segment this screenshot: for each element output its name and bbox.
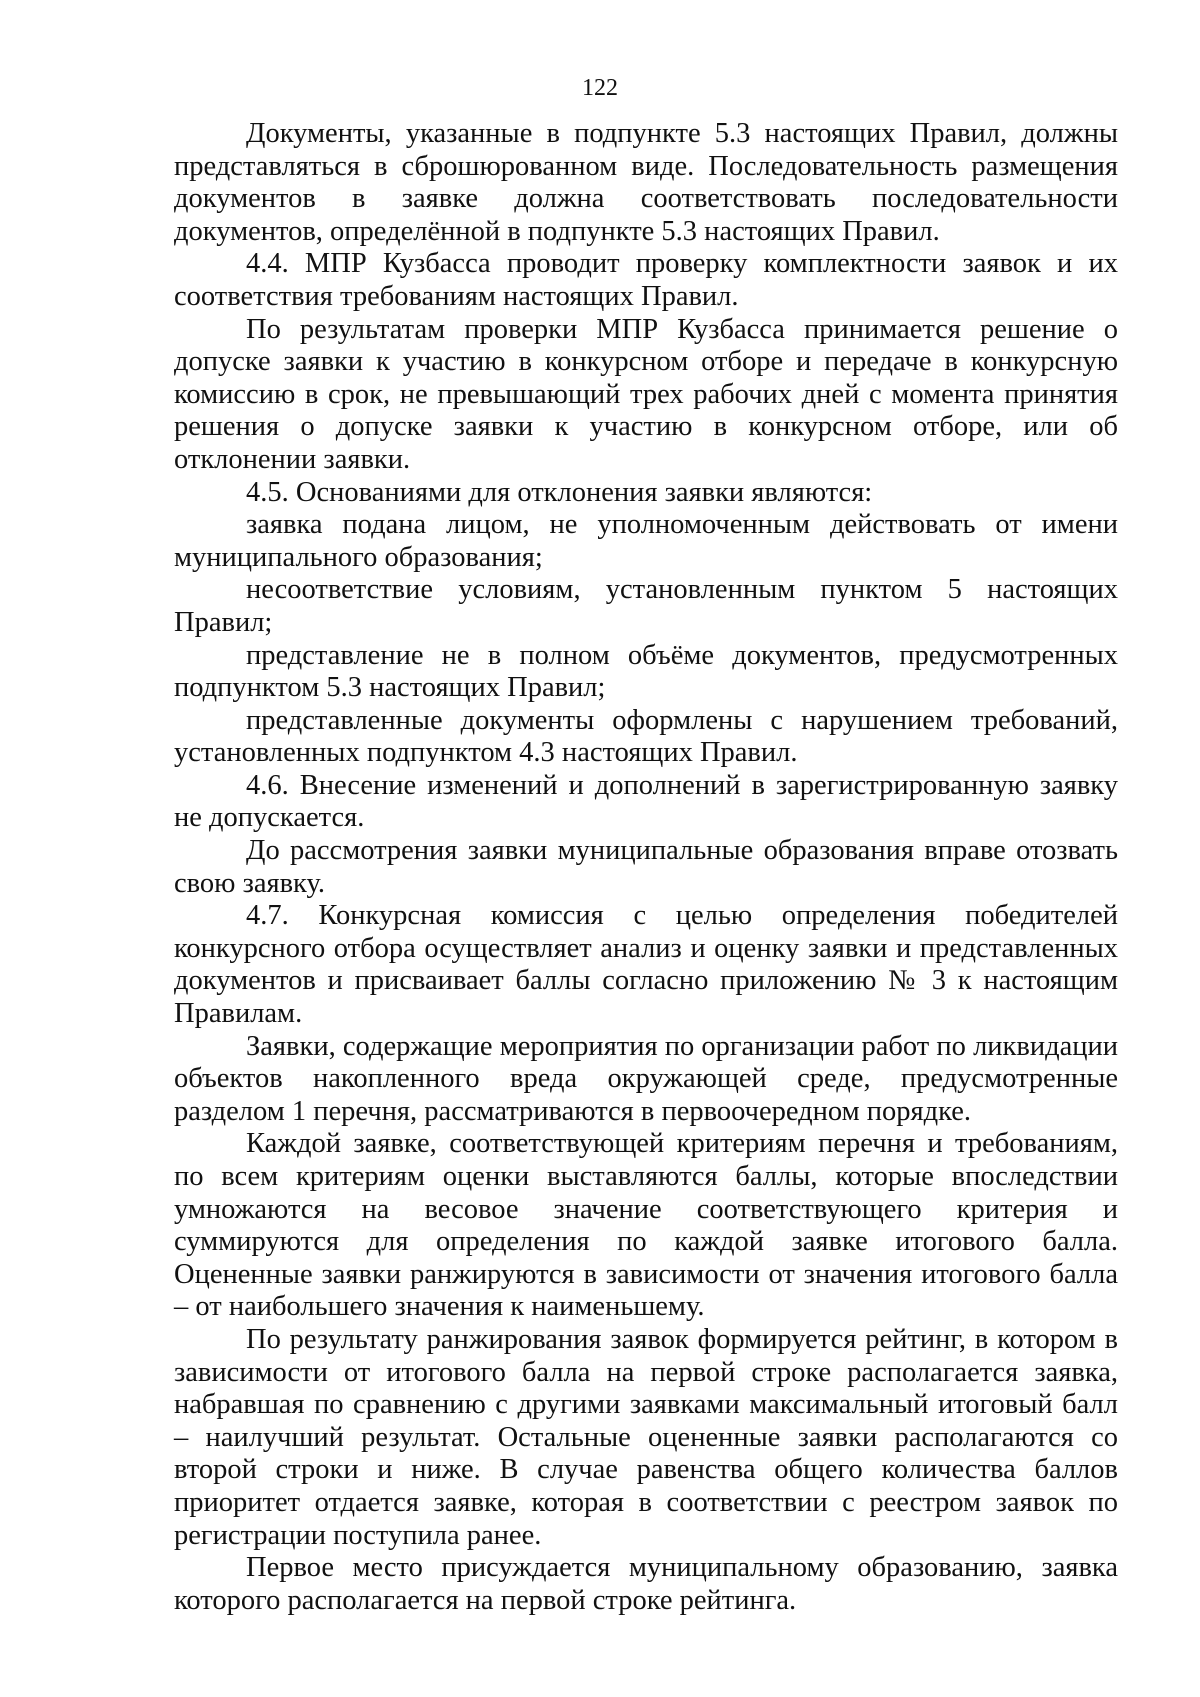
paragraph: По результатам проверки МПР Кузбасса принимается решение о допуске заявки к участию в конкурсном отборе и передаче в конкурсную комиссию в срок, не превышающий трех рабочих дней с момента принятия решения о допуске заявки к участию в конкурсном отборе, или об отклонении заявки. — [174, 313, 1118, 475]
page-number: 122 — [582, 75, 618, 101]
paragraph: До рассмотрения заявки муниципальные образования вправе отозвать свою заявку. — [174, 835, 1118, 899]
paragraph: несоответствие условиям, установленным пунктом 5 настоящих Правил; — [174, 574, 1118, 638]
paragraph: По результату ранжирования заявок формируется рейтинг, в котором в зависимости от итогового балла на первой строке располагается заявка, набравшая по сравнению с другими заявками максимальный итоговый балл – наилучший результат. Остальные оцененные заявки располагаются со второй строки и ниже. В случае равенства общего количества баллов приоритет отдается заявке, которая в соответствии с реестром заявок по регистрации поступила ранее. — [174, 1323, 1118, 1551]
paragraph: Заявки, содержащие мероприятия по организации работ по ликвидации объектов накопленного вреда окружающей среде, предусмотренные разделом 1 перечня, рассматриваются в первоочередном порядке. — [174, 1030, 1118, 1127]
paragraph: 4.5. Основаниями для отклонения заявки являются: — [246, 476, 873, 508]
paragraph: 4.7. Конкурсная комиссия с целью определения победителей конкурсного отбора осуществляет анализ и оценку заявки и представленных документов и присваивает баллы согласно приложению № 3 к настоящим Правилам. — [174, 900, 1118, 1030]
paragraph: Документы, указанные в подпункте 5.3 настоящих Правил, должны представляться в сброшюрованном виде. Последовательность размещения документов в заявке должна соответствовать последовательности документов, определённой в подпункте 5.3 настоящих Правил. — [174, 118, 1118, 247]
paragraph: 4.6. Внесение изменений и дополнений в зарегистрированную заявку не допускается. — [174, 769, 1118, 834]
document-body — [174, 118, 1118, 1617]
paragraph: Первое место присуждается муниципальному образованию, заявка которого располагается на первой строке рейтинга. — [174, 1552, 1118, 1616]
paragraph: заявка подана лицом, не уполномоченным действовать от имени муниципального образования; — [174, 509, 1118, 573]
paragraph: представленные документы оформлены с нарушением требований, установленных подпунктом 4.3 настоящих Правил. — [174, 704, 1118, 769]
paragraph: Каждой заявке, соответствующей критериям перечня и требованиям, по всем критериям оценки выставляются баллы, которые впоследствии умножаются на весовое значение соответствующего критерия и суммируются для определения по каждой заявке итогового балла. Оцененные заявки ранжируются в зависимости от значения итогового балла – от наибольшего значения к наименьшему. — [174, 1128, 1118, 1323]
paragraph: представление не в полном объёме документов, предусмотренных подпунктом 5.3 настоящих Правил; — [174, 639, 1118, 704]
paragraph: 4.4. МПР Кузбасса проводит проверку комплектности заявок и их соответствия требованиям настоящих Правил. — [174, 248, 1118, 312]
